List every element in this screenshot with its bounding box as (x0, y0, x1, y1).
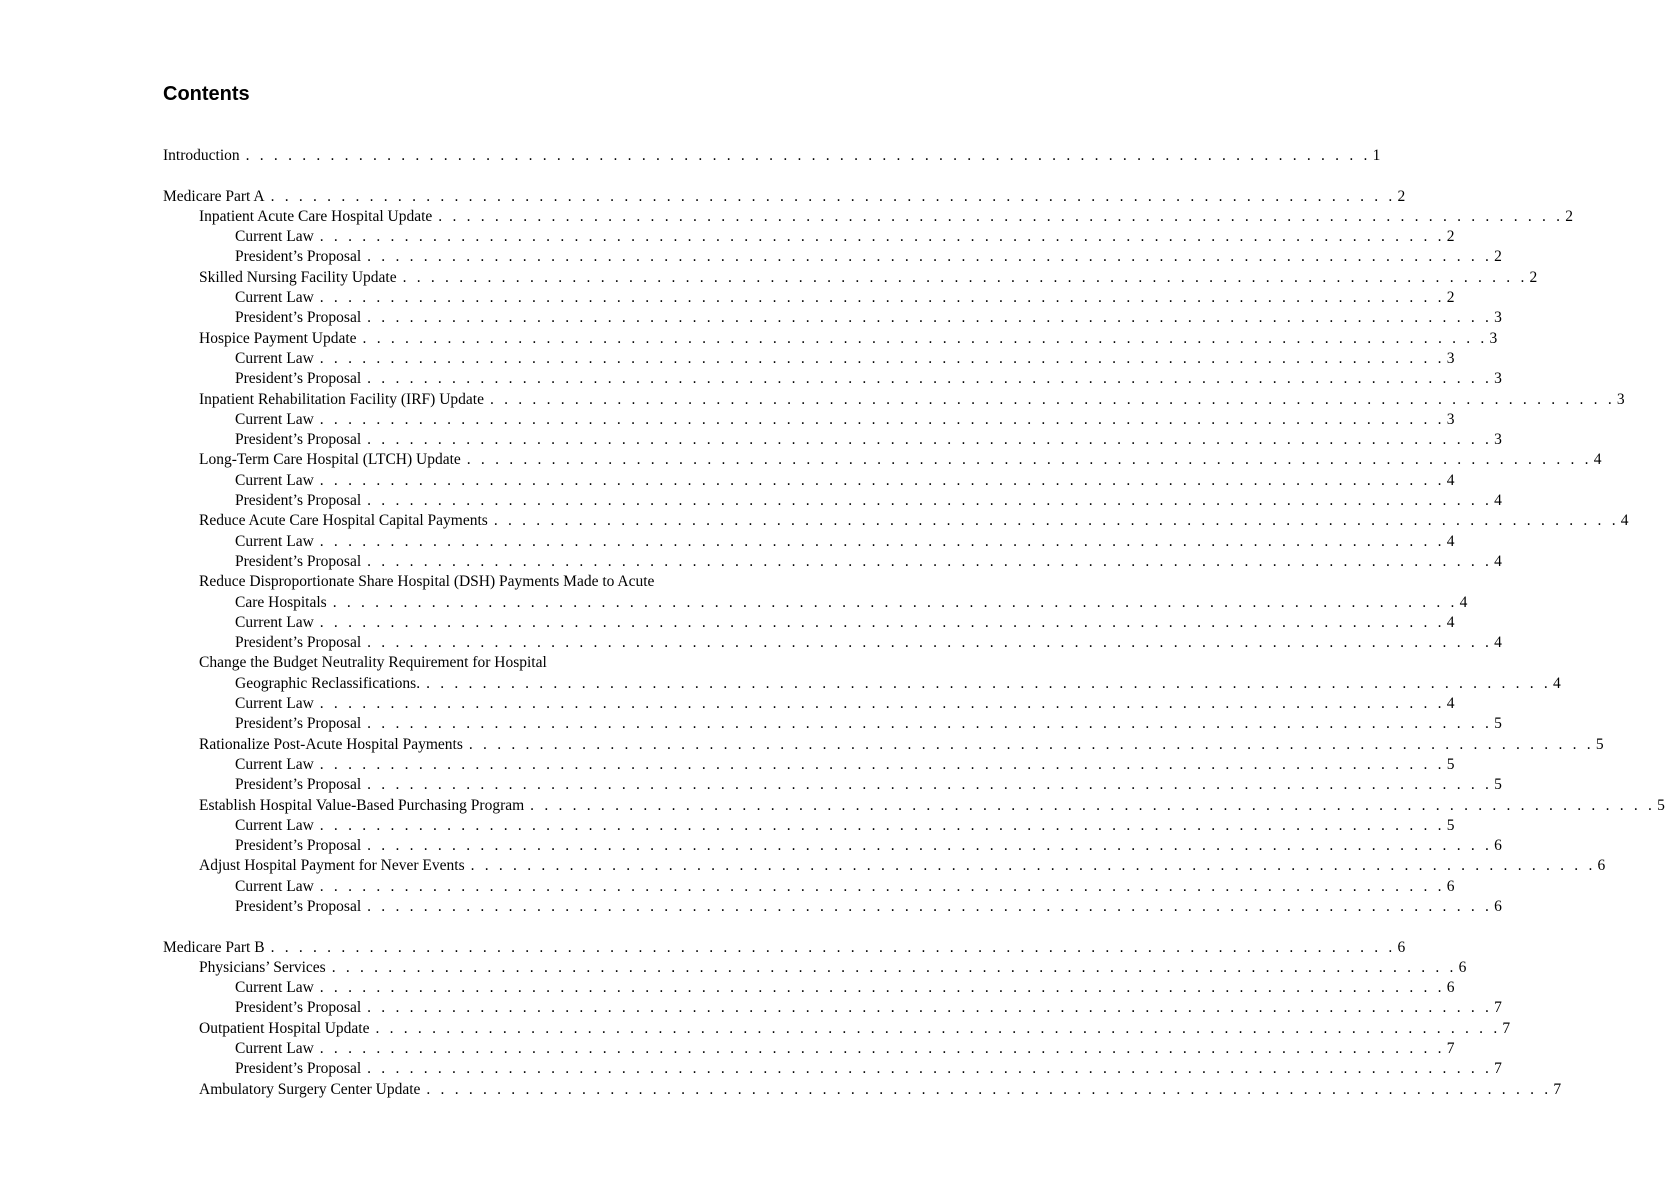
toc-entry-title: Current Law (235, 349, 314, 367)
toc-entry-title: Rationalize Post-Acute Hospital Payments (199, 735, 463, 753)
dot-leader: . . . . . . . . . . . . . . . . . . . . . . . . . . . . . . . . . . . . . . . . . . . . . . . . . . . . . . . . . . . . . . . . . . . . . . . . . . . . . . . . (367, 776, 1493, 794)
toc-page-number: 4 (1494, 552, 1502, 570)
toc-page-number: 6 (1494, 837, 1502, 855)
toc-entry[interactable] (163, 613, 1455, 633)
toc-entry-title: Current Law (235, 979, 314, 997)
dot-leader: . . . . . . . . . . . . . . . . . . . . . . . . . . . . . . . . . . . . . . . . . . . . . . . . . . . . . . . . . . . . . . . . . . . . . . . . . . . . . . . . (319, 979, 1445, 997)
dot-leader: . . . . . . . . . . . . . . . . . . . . . . . . . . . . . . . . . . . . . . . . . . . . . . . . . . . . . . . . . . . . . . . . . . . . . . . . . . . . . . . . (367, 492, 1493, 510)
toc-page-number: 4 (1446, 471, 1455, 489)
toc-page-number: 7 (1446, 1040, 1455, 1058)
toc-page-number: 5 (1446, 816, 1455, 834)
toc-page-number: 6 (1397, 938, 1406, 956)
toc-page-number: 1 (1372, 147, 1381, 164)
toc-entry-title: Current Law (235, 228, 314, 246)
toc-entry-title: Current Law (235, 695, 314, 713)
toc-entry-title: Current Law (235, 1040, 314, 1058)
dot-leader: . . . . . . . . . . . . . . . . . . . . . . . . . . . . . . . . . . . . . . . . . . . . . . . . . . . . . . . . . . . . . . . . . . . . . . . . . . . . . . . . (367, 309, 1493, 327)
toc-entry[interactable] (163, 877, 1455, 897)
dot-leader: . . . . . . . . . . . . . . . . . . . . . . . . . . . . . . . . . . . . . . . . . . . . . . . . . . . . . . . . . . . . . . . . . . . . . . . . . . . . . . . . (438, 207, 1564, 225)
toc-entry-title: President’s Proposal (235, 492, 362, 510)
toc-entry-title: President’s Proposal (235, 248, 362, 266)
toc-page-number: 6 (1494, 897, 1502, 915)
toc-entry-title: Hospice Payment Update (199, 329, 357, 347)
toc-entry[interactable] (163, 978, 1455, 998)
dot-leader: . . . . . . . . . . . . . . . . . . . . . . . . . . . . . . . . . . . . . . . . . . . . . . . . . . . . . . . . . . . . . . . . . . . . . . . . . . . . . . . . (319, 613, 1445, 631)
toc-page-number: 4 (1620, 512, 1629, 530)
toc-entry[interactable] (163, 430, 1502, 450)
dot-leader: . . . . . . . . . . . . . . . . . . . . . . . . . . . . . . . . . . . . . . . . . . . . . . . . . . . . . . . . . . . . . . . . . . . . . . . . . . . . . . . . (367, 715, 1493, 733)
toc-entry-title: Medicare Part A (163, 187, 265, 205)
dot-leader: . . . . . . . . . . . . . . . . . . . . . . . . . . . . . . . . . . . . . . . . . . . . . . . . . . . . . . . . . . . . . . . . . . . . . . . . . . . . . . . . (331, 958, 1457, 976)
dot-leader: . . . . . . . . . . . . . . . . . . . . . . . . . . . . . . . . . . . . . . . . . . . . . . . . . . . . . . . . . . . . . . . . . . . . . . . . . . . . . . . . (367, 248, 1493, 266)
toc-page-number: 4 (1446, 695, 1455, 713)
dot-leader: . . . . . . . . . . . . . . . . . . . . . . . . . . . . . . . . . . . . . . . . . . . . . . . . . . . . . . . . . . . . . . . . . . . . . . . . . . . . . . . . (530, 796, 1656, 814)
toc-page-number: 3 (1494, 431, 1502, 449)
toc-entry[interactable] (163, 471, 1455, 491)
toc-page-number: 7 (1494, 999, 1502, 1017)
toc-entry[interactable] (163, 247, 1502, 267)
toc-page-number: 5 (1446, 755, 1455, 773)
toc-entry-title: President’s Proposal (235, 776, 362, 794)
dot-leader: . . . . . . . . . . . . . . . . . . . . . . . . . . . . . . . . . . . . . . . . . . . . . . . . . . . . . . . . . . . . . . . . . . . . . . . . . . . . . . . . (270, 938, 1396, 956)
toc-entry[interactable] (163, 1019, 1511, 1039)
dot-leader: . . . . . . . . . . . . . . . . . . . . . . . . . . . . . . . . . . . . . . . . . . . . . . . . . . . . . . . . . . . . . . . . . . . . . . . . . . . . . . . . (319, 755, 1445, 773)
toc-entry[interactable] (163, 735, 1604, 755)
toc-page-number: 7 (1553, 1080, 1562, 1098)
toc-page-number: 6 (1446, 979, 1455, 997)
toc-entry[interactable] (163, 187, 1406, 207)
toc-entry[interactable] (163, 450, 1602, 470)
toc-page-number: 3 (1616, 390, 1625, 408)
toc-entry-title: Current Law (235, 755, 314, 773)
dot-leader: . . . . . . . . . . . . . . . . . . . . . . . . . . . . . . . . . . . . . . . . . . . . . . . . . . . . . . . . . . . . . . . . . . . . . . . . . . . . . . . . (367, 552, 1493, 570)
table-of-contents (163, 146, 1665, 1100)
toc-entry-title: Current Law (235, 410, 314, 428)
dot-leader: . . . . . . . . . . . . . . . . . . . . . . . . . . . . . . . . . . . . . . . . . . . . . . . . . . . . . . . . . . . . . . . . . . . . . . . . . . . . . . . . (319, 349, 1445, 367)
toc-entry[interactable] (163, 552, 1502, 572)
toc-entry-title: President’s Proposal (235, 999, 362, 1017)
toc-entry-title: President’s Proposal (235, 431, 362, 449)
toc-entry-title-line: Change the Budget Neutrality Requirement for Hospital (199, 654, 547, 672)
toc-entry[interactable] (163, 207, 1573, 227)
toc-entry[interactable] (163, 958, 1467, 978)
toc-entry-title: Care Hospitals (235, 593, 327, 611)
toc-entry[interactable] (163, 511, 1629, 531)
dot-leader: . . . . . . . . . . . . . . . . . . . . . . . . . . . . . . . . . . . . . . . . . . . . . . . . . . . . . . . . . . . . . . . . . . . . . . . . . . . . . . . . (468, 735, 1594, 753)
toc-entry[interactable] (163, 816, 1455, 836)
dot-leader: . . . . . . . . . . . . . . . . . . . . . . . . . . . . . . . . . . . . . . . . . . . . . . . . . . . . . . . . . . . . . . . . . . . . . . . . . . . . . . . . (319, 471, 1445, 489)
toc-entry-title: Current Law (235, 816, 314, 834)
toc-entry-title: President’s Proposal (235, 1060, 362, 1078)
dot-leader: . . . . . . . . . . . . . . . . . . . . . . . . . . . . . . . . . . . . . . . . . . . . . . . . . . . . . . . . . . . . . . . . . . . . . . . . . . . . . . . . (319, 1040, 1445, 1058)
toc-entry-title: Current Law (235, 532, 314, 550)
toc-page-number: 4 (1494, 492, 1502, 510)
toc-entry-title: Current Law (235, 613, 314, 631)
dot-leader: . . . . . . . . . . . . . . . . . . . . . . . . . . . . . . . . . . . . . . . . . . . . . . . . . . . . . . . . . . . . . . . . . . . . . . . . . . . . . . . . (319, 877, 1445, 895)
dot-leader: . . . . . . . . . . . . . . . . . . . . . . . . . . . . . . . . . . . . . . . . . . . . . . . . . . . . . . . . . . . . . . . . . . . . . . . . . . . . . . . . (375, 1019, 1501, 1037)
toc-page-number: 5 (1494, 776, 1502, 794)
toc-page-number: 2 (1565, 207, 1573, 225)
dot-leader: . . . . . . . . . . . . . . . . . . . . . . . . . . . . . . . . . . . . . . . . . . . . . . . . . . . . . . . . . . . . . . . . . . . . . . . . . . . . . . . . (319, 816, 1445, 834)
dot-leader: . . . . . . . . . . . . . . . . . . . . . . . . . . . . . . . . . . . . . . . . . . . . . . . . . . . . . . . . . . . . . . . . . . . . . . . . . . . . . . . . (367, 1060, 1493, 1078)
toc-entry[interactable] (163, 308, 1502, 328)
dot-leader: . . . . . . . . . . . . . . . . . . . . . . . . . . . . . . . . . . . . . . . . . . . . . . . . . . . . . . . . . . . . . . . . . . . . . . . . . . . . . . . . (319, 532, 1445, 550)
dot-leader: . . . . . . . . . . . . . . . . . . . . . . . . . . . . . . . . . . . . . . . . . . . . . . . . . . . . . . . . . . . . . . . . . . . . . . . . . . . . . . . . (319, 695, 1445, 713)
toc-entry[interactable] (163, 268, 1538, 288)
toc-entry[interactable] (163, 288, 1455, 308)
toc-entry[interactable] (163, 329, 1498, 349)
toc-entry-title: Introduction (163, 147, 240, 164)
toc-entry-title: Inpatient Rehabilitation Facility (IRF) Update (199, 390, 484, 408)
toc-entry[interactable] (163, 755, 1455, 775)
toc-entry[interactable] (163, 796, 1665, 816)
toc-entry-title: President’s Proposal (235, 552, 362, 570)
toc-entry[interactable] (163, 1039, 1455, 1059)
toc-page-number: 4 (1446, 613, 1455, 631)
toc-page-number: 3 (1446, 410, 1455, 428)
toc-entry-title: Outpatient Hospital Update (199, 1019, 370, 1037)
dot-leader: . . . . . . . . . . . . . . . . . . . . . . . . . . . . . . . . . . . . . . . . . . . . . . . . . . . . . . . . . . . . . . . . . . . . . . . . . . . . . . . . (489, 390, 1615, 408)
toc-entry[interactable] (163, 836, 1502, 856)
dot-leader: . . . . . . . . . . . . . . . . . . . . . . . . . . . . . . . . . . . . . . . . . . . . . . . . . . . . . . . . . . . . . . . . . . . . . . . . . . . . . . . . (367, 837, 1493, 855)
toc-page-number: 2 (1494, 248, 1502, 266)
dot-leader: . . . . . . . . . . . . . . . . . . . . . . . . . . . . . . . . . . . . . . . . . . . . . . . . . . . . . . . . . . . . . . . . . . . . . . . . . . . . . . . . (332, 593, 1458, 611)
toc-entry-title: Skilled Nursing Facility Update (199, 268, 397, 286)
toc-entry-title: Current Law (235, 877, 314, 895)
dot-leader: . . . . . . . . . . . . . . . . . . . . . . . . . . . . . . . . . . . . . . . . . . . . . . . . . . . . . . . . . . . . . . . . . . . . . . . . . . . . . . . . (367, 634, 1493, 652)
toc-entry-title: Medicare Part B (163, 938, 265, 956)
toc-entry-title: President’s Proposal (235, 837, 362, 855)
toc-page-number: 2 (1446, 228, 1455, 246)
toc-entry[interactable] (163, 491, 1502, 511)
toc-entry[interactable] (163, 369, 1502, 389)
toc-entry[interactable] (163, 410, 1455, 430)
dot-leader: . . . . . . . . . . . . . . . . . . . . . . . . . . . . . . . . . . . . . . . . . . . . . . . . . . . . . . . . . . . . . . . . . . . . . . . . . . . . . . . . (362, 329, 1488, 347)
dot-leader: . . . . . . . . . . . . . . . . . . . . . . . . . . . . . . . . . . . . . . . . . . . . . . . . . . . . . . . . . . . . . . . . . . . . . . . . . . . . . . . . (367, 431, 1493, 449)
toc-page-number: 2 (1529, 268, 1538, 286)
toc-entry[interactable] (163, 694, 1455, 714)
toc-entry[interactable] (163, 775, 1502, 795)
dot-leader: . . . . . . . . . . . . . . . . . . . . . . . . . . . . . . . . . . . . . . . . . . . . . . . . . . . . . . . . . . . . . . . . . . . . . . . . . . . . . . . . (319, 410, 1445, 428)
toc-entry-title: President’s Proposal (235, 897, 362, 915)
toc-page-number: 4 (1459, 593, 1468, 611)
toc-page-number: 2 (1446, 289, 1455, 307)
toc-page-number: 4 (1553, 674, 1561, 692)
toc-entry-title: Physicians’ Services (199, 958, 326, 976)
toc-page-number: 3 (1489, 329, 1498, 347)
toc-entry[interactable] (163, 1080, 1562, 1100)
toc-page-number: 3 (1494, 370, 1502, 388)
dot-leader: . . . . . . . . . . . . . . . . . . . . . . . . . . . . . . . . . . . . . . . . . . . . . . . . . . . . . . . . . . . . . . . . . . . . . . . . . . . . . . . . (402, 268, 1528, 286)
toc-entry-title: President’s Proposal (235, 309, 362, 327)
dot-leader: . . . . . . . . . . . . . . . . . . . . . . . . . . . . . . . . . . . . . . . . . . . . . . . . . . . . . . . . . . . . . . . . . . . . . . . . . . . . . . . . (470, 857, 1596, 875)
toc-entry[interactable] (163, 227, 1455, 247)
toc-entry[interactable] (163, 998, 1502, 1018)
toc-entry[interactable] (163, 532, 1455, 552)
toc-entry-title: Adjust Hospital Payment for Never Events (199, 857, 465, 875)
toc-entry-title: Establish Hospital Value-Based Purchasing Program (199, 796, 525, 814)
dot-leader: . . . . . . . . . . . . . . . . . . . . . . . . . . . . . . . . . . . . . . . . . . . . . . . . . . . . . . . . . . . . . . . . . . . . . . . . . . . . . . . . (270, 187, 1396, 205)
dot-leader: . . . . . . . . . . . . . . . . . . . . . . . . . . . . . . . . . . . . . . . . . . . . . . . . . . . . . . . . . . . . . . . . . . . . . . . . . . . . . . . . (367, 999, 1493, 1017)
toc-entry-title: President’s Proposal (235, 370, 362, 388)
toc-page-number: 6 (1597, 857, 1606, 875)
dot-leader: . . . . . . . . . . . . . . . . . . . . . . . . . . . . . . . . . . . . . . . . . . . . . . . . . . . . . . . . . . . . . . . . . . . . . . . . . . . . . . . . (466, 451, 1592, 469)
toc-entry-title: Ambulatory Surgery Center Update (199, 1080, 421, 1098)
toc-page-number: 4 (1494, 634, 1502, 652)
toc-page-number: 6 (1446, 877, 1455, 895)
toc-entry[interactable] (163, 674, 1561, 694)
toc-entry[interactable] (163, 390, 1625, 410)
toc-entry[interactable] (163, 938, 1406, 958)
toc-page-number: 3 (1494, 309, 1502, 327)
dot-leader: . . . . . . . . . . . . . . . . . . . . . . . . . . . . . . . . . . . . . . . . . . . . . . . . . . . . . . . . . . . . . . . . . . . . . . . . . . . . . . . . (245, 147, 1371, 164)
toc-entry[interactable] (163, 349, 1455, 369)
toc-entry[interactable] (163, 714, 1502, 734)
toc-page-number: 7 (1494, 1060, 1502, 1078)
toc-page-number: 5 (1595, 735, 1604, 753)
toc-entry-title: Current Law (235, 289, 314, 307)
dot-leader: . . . . . . . . . . . . . . . . . . . . . . . . . . . . . . . . . . . . . . . . . . . . . . . . . . . . . . . . . . . . . . . . . . . . . . . . . . . . . . . . (367, 370, 1493, 388)
toc-entry-title: Reduce Acute Care Hospital Capital Payments (199, 512, 488, 530)
toc-page-number: 5 (1494, 715, 1502, 733)
dot-leader: . . . . . . . . . . . . . . . . . . . . . . . . . . . . . . . . . . . . . . . . . . . . . . . . . . . . . . . . . . . . . . . . . . . . . . . . . . . . . . . . (367, 897, 1493, 915)
page-title: Contents (163, 83, 250, 105)
toc-page-number: 6 (1458, 958, 1467, 976)
toc-entry[interactable] (163, 146, 1381, 166)
toc-entry-title: Current Law (235, 471, 314, 489)
toc-entry-title: President’s Proposal (235, 634, 362, 652)
toc-entry[interactable] (163, 856, 1606, 876)
toc-page-number: 3 (1446, 349, 1455, 367)
toc-entry[interactable] (163, 633, 1502, 653)
toc-page-number: 4 (1593, 451, 1602, 469)
dot-leader: . . . . . . . . . . . . . . . . . . . . . . . . . . . . . . . . . . . . . . . . . . . . . . . . . . . . . . . . . . . . . . . . . . . . . . . . . . . . . . . . (319, 228, 1445, 246)
toc-page-number: 5 (1657, 796, 1665, 814)
toc-entry[interactable] (163, 1059, 1502, 1079)
toc-entry-title: President’s Proposal (235, 715, 362, 733)
dot-leader: . . . . . . . . . . . . . . . . . . . . . . . . . . . . . . . . . . . . . . . . . . . . . . . . . . . . . . . . . . . . . . . . . . . . . . . . . . . . . . . . (493, 512, 1619, 530)
toc-entry-title: Inpatient Acute Care Hospital Update (199, 207, 433, 225)
toc-entry-title: Long-Term Care Hospital (LTCH) Update (199, 451, 461, 469)
dot-leader: . . . . . . . . . . . . . . . . . . . . . . . . . . . . . . . . . . . . . . . . . . . . . . . . . . . . . . . . . . . . . . . . . . . . . . . . . . . . . . . . (319, 289, 1445, 307)
toc-entry-title-line: Reduce Disproportionate Share Hospital (DSH) Payments Made to Acute (199, 573, 655, 591)
dot-leader: . . . . . . . . . . . . . . . . . . . . . . . . . . . . . . . . . . . . . . . . . . . . . . . . . . . . . . . . . . . . . . . . . . . . . . . . . . . . . . . . (426, 674, 1552, 692)
toc-entry-title: Geographic Reclassifications. (235, 674, 421, 692)
dot-leader: . . . . . . . . . . . . . . . . . . . . . . . . . . . . . . . . . . . . . . . . . . . . . . . . . . . . . . . . . . . . . . . . . . . . . . . . . . . . . . . . (426, 1080, 1552, 1098)
toc-page-number: 7 (1502, 1019, 1511, 1037)
toc-page-number: 2 (1397, 187, 1406, 205)
toc-entry[interactable] (163, 593, 1468, 613)
toc-entry[interactable] (163, 897, 1502, 917)
toc-page-number: 4 (1446, 532, 1455, 550)
